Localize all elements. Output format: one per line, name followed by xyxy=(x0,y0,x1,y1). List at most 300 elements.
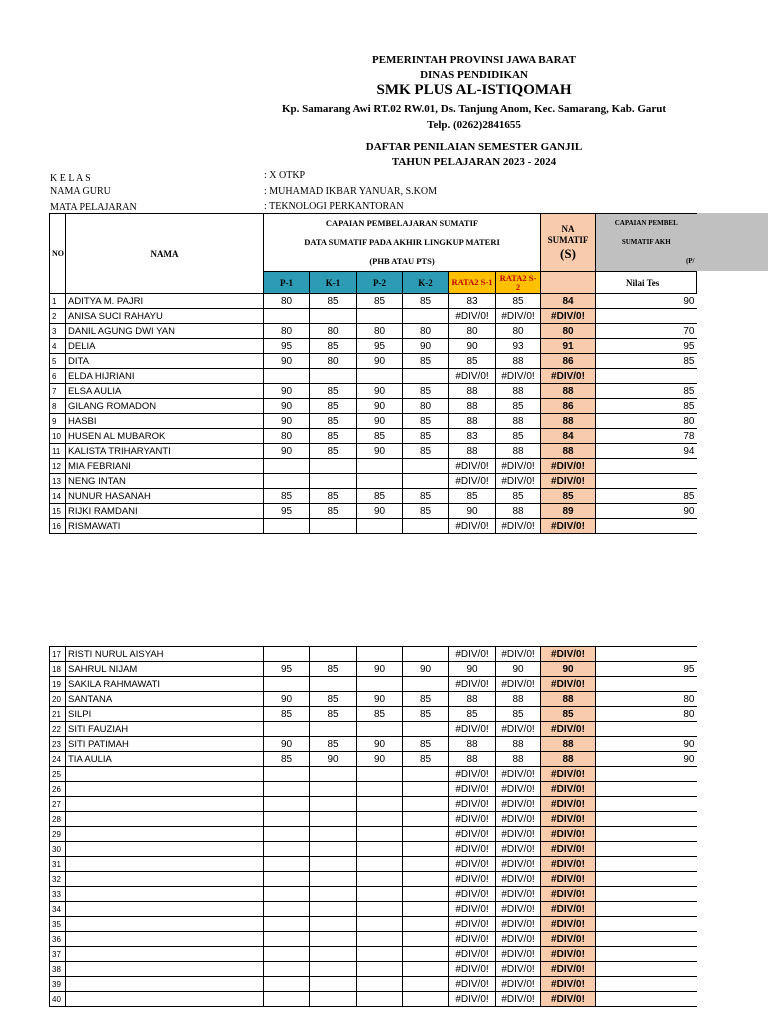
cell-nama: ADITYA M. PAJRI xyxy=(66,294,264,309)
cell-k2: 85 xyxy=(403,294,449,309)
cell-nama: KALISTA TRIHARYANTI xyxy=(66,444,264,459)
cell-rata-s2: 88 xyxy=(496,504,541,519)
cell-na-sumatif: 91 xyxy=(541,339,596,354)
cell-p2 xyxy=(357,812,403,827)
cell-rata-s1: #DIV/0! xyxy=(449,977,496,992)
cell-p2 xyxy=(357,309,403,324)
table-row xyxy=(50,797,697,812)
cell-rata-s2: #DIV/0! xyxy=(496,474,541,489)
cell-nama: RISMAWATI xyxy=(66,519,264,534)
cell-na-sumatif: #DIV/0! xyxy=(541,842,596,857)
cell-rata-s1: #DIV/0! xyxy=(449,857,496,872)
cell-p2 xyxy=(357,782,403,797)
cell-no: 1 xyxy=(50,294,66,309)
cell-k1: 85 xyxy=(310,414,357,429)
cell-p2 xyxy=(357,887,403,902)
table-row xyxy=(50,662,697,677)
table-row xyxy=(50,902,697,917)
group-header-note: (PHB ATAU PTS) xyxy=(264,252,541,272)
cell-k1 xyxy=(310,977,357,992)
col-header-k1: K-1 xyxy=(310,272,357,294)
cell-p1 xyxy=(264,827,310,842)
cell-nilai-tes xyxy=(596,797,697,812)
cell-nama: RIJKI RAMDANI xyxy=(66,504,264,519)
cell-rata-s2: 88 xyxy=(496,752,541,767)
cell-k1 xyxy=(310,902,357,917)
gov-line: PEMERINTAH PROVINSI JAWA BARAT xyxy=(371,54,577,66)
dept-line: DINAS PENDIDIKAN xyxy=(420,69,528,81)
cell-p1: 90 xyxy=(264,692,310,707)
cell-k2 xyxy=(403,827,449,842)
cell-nilai-tes: 94 xyxy=(596,444,697,459)
cell-na-sumatif: 86 xyxy=(541,354,596,369)
cell-rata-s1: #DIV/0! xyxy=(449,309,496,324)
cell-k1 xyxy=(310,842,357,857)
col-header-no: NO xyxy=(50,214,66,294)
cell-na-sumatif: #DIV/0! xyxy=(541,977,596,992)
cell-rata-s2: #DIV/0! xyxy=(496,887,541,902)
cell-k1: 85 xyxy=(310,707,357,722)
cell-no: 9 xyxy=(50,414,66,429)
cell-nilai-tes: 80 xyxy=(596,414,697,429)
cell-na-sumatif: #DIV/0! xyxy=(541,369,596,384)
cell-p2: 90 xyxy=(357,414,403,429)
cell-p2: 80 xyxy=(357,324,403,339)
cell-p2 xyxy=(357,647,403,662)
cell-na-sumatif: #DIV/0! xyxy=(541,647,596,662)
cell-nama xyxy=(66,857,264,872)
cell-rata-s1: #DIV/0! xyxy=(449,902,496,917)
table-row xyxy=(50,692,697,707)
cell-p1 xyxy=(264,782,310,797)
cell-p1: 90 xyxy=(264,384,310,399)
table-row xyxy=(50,812,697,827)
col-header-p2: P-2 xyxy=(357,272,403,294)
cell-p2: 85 xyxy=(357,294,403,309)
cell-nilai-tes xyxy=(596,474,697,489)
cell-na-sumatif: #DIV/0! xyxy=(541,872,596,887)
cell-nilai-tes xyxy=(596,857,697,872)
table-row xyxy=(50,857,697,872)
cell-p2 xyxy=(357,902,403,917)
cell-no: 32 xyxy=(50,872,66,887)
kelas-label: K E L A S xyxy=(50,173,91,184)
cell-p1: 90 xyxy=(264,354,310,369)
cell-na-sumatif: #DIV/0! xyxy=(541,947,596,962)
kelas-value: : X OTKP xyxy=(264,170,306,181)
academic-year: TAHUN PELAJARAN 2023 - 2024 xyxy=(391,156,557,168)
cell-k2 xyxy=(403,474,449,489)
cell-rata-s1: 88 xyxy=(449,384,496,399)
cell-nilai-tes: 95 xyxy=(596,339,697,354)
cell-k1: 85 xyxy=(310,489,357,504)
cell-rata-s1: 90 xyxy=(449,504,496,519)
table-row xyxy=(50,677,697,692)
table-row xyxy=(50,519,697,534)
cell-nilai-tes xyxy=(596,647,697,662)
cell-rata-s1: 90 xyxy=(449,662,496,677)
cell-p1 xyxy=(264,977,310,992)
cell-rata-s1: #DIV/0! xyxy=(449,677,496,692)
cell-nama xyxy=(66,902,264,917)
cell-rata-s2: #DIV/0! xyxy=(496,369,541,384)
cell-rata-s1: #DIV/0! xyxy=(449,842,496,857)
cell-k1 xyxy=(310,782,357,797)
table-row xyxy=(50,324,697,339)
cell-k2: 85 xyxy=(403,504,449,519)
cell-rata-s2: 88 xyxy=(496,384,541,399)
cell-k1 xyxy=(310,827,357,842)
cell-p2 xyxy=(357,767,403,782)
cell-nilai-tes xyxy=(596,309,697,324)
cell-nilai-tes xyxy=(596,947,697,962)
cell-k2 xyxy=(403,887,449,902)
cell-rata-s2: #DIV/0! xyxy=(496,812,541,827)
table-row xyxy=(50,782,697,797)
cell-nama xyxy=(66,962,264,977)
cell-no: 17 xyxy=(50,647,66,662)
cell-nilai-tes xyxy=(596,902,697,917)
cell-k1: 85 xyxy=(310,737,357,752)
cell-rata-s2: #DIV/0! xyxy=(496,977,541,992)
cell-rata-s1: 83 xyxy=(449,294,496,309)
cell-rata-s1: #DIV/0! xyxy=(449,872,496,887)
cell-rata-s2: #DIV/0! xyxy=(496,782,541,797)
grades-table-page1 xyxy=(49,213,697,534)
cell-k1: 85 xyxy=(310,504,357,519)
cell-p1 xyxy=(264,797,310,812)
cell-rata-s1: 85 xyxy=(449,354,496,369)
cell-k2: 85 xyxy=(403,354,449,369)
cell-nama: DITA xyxy=(66,354,264,369)
cell-nilai-tes xyxy=(596,812,697,827)
cell-rata-s2: #DIV/0! xyxy=(496,962,541,977)
cell-nama xyxy=(66,887,264,902)
cell-k2 xyxy=(403,797,449,812)
cell-na-sumatif: #DIV/0! xyxy=(541,459,596,474)
cell-no: 34 xyxy=(50,902,66,917)
cell-na-sumatif: 88 xyxy=(541,444,596,459)
table-row xyxy=(50,354,697,369)
cell-no: 22 xyxy=(50,722,66,737)
cell-nilai-tes xyxy=(596,917,697,932)
guru-value: : MUHAMAD IKBAR YANUAR, S.KOM xyxy=(264,186,437,197)
cell-k2: 90 xyxy=(403,662,449,677)
guru-label: NAMA GURU xyxy=(50,186,111,197)
cell-rata-s2: #DIV/0! xyxy=(496,767,541,782)
cell-rata-s2: #DIV/0! xyxy=(496,857,541,872)
cell-p1: 85 xyxy=(264,752,310,767)
cell-no: 18 xyxy=(50,662,66,677)
cell-p1 xyxy=(264,459,310,474)
cell-nama xyxy=(66,992,264,1007)
cell-p1: 80 xyxy=(264,324,310,339)
cell-nilai-tes xyxy=(596,977,697,992)
cell-rata-s1: #DIV/0! xyxy=(449,722,496,737)
cell-k1 xyxy=(310,459,357,474)
cell-p1 xyxy=(264,947,310,962)
cell-rata-s2: #DIV/0! xyxy=(496,677,541,692)
table-row xyxy=(50,414,697,429)
cell-k2 xyxy=(403,932,449,947)
cell-p1: 95 xyxy=(264,504,310,519)
cell-na-sumatif: 88 xyxy=(541,692,596,707)
table-row xyxy=(50,459,697,474)
cell-rata-s2: #DIV/0! xyxy=(496,797,541,812)
cell-p2 xyxy=(357,947,403,962)
cell-rata-s1: #DIV/0! xyxy=(449,917,496,932)
cell-no: 26 xyxy=(50,782,66,797)
table-row xyxy=(50,737,697,752)
cell-na-sumatif: 88 xyxy=(541,384,596,399)
cell-no: 31 xyxy=(50,857,66,872)
cell-k2 xyxy=(403,677,449,692)
cell-rata-s2: 85 xyxy=(496,399,541,414)
cell-no: 10 xyxy=(50,429,66,444)
cell-nilai-tes xyxy=(596,519,697,534)
cell-p1: 90 xyxy=(264,737,310,752)
cell-rata-s2: #DIV/0! xyxy=(496,459,541,474)
cell-no: 21 xyxy=(50,707,66,722)
cell-na-sumatif: 84 xyxy=(541,429,596,444)
cell-no: 13 xyxy=(50,474,66,489)
cell-k1: 80 xyxy=(310,354,357,369)
cell-nama xyxy=(66,842,264,857)
cell-no: 23 xyxy=(50,737,66,752)
cell-p1 xyxy=(264,309,310,324)
table-row xyxy=(50,767,697,782)
cell-p1 xyxy=(264,902,310,917)
cell-rata-s1: 88 xyxy=(449,752,496,767)
cell-p1: 90 xyxy=(264,444,310,459)
cell-na-sumatif: 89 xyxy=(541,504,596,519)
cell-p1 xyxy=(264,872,310,887)
cell-rata-s2: #DIV/0! xyxy=(496,992,541,1007)
cell-rata-s1: #DIV/0! xyxy=(449,519,496,534)
cell-nama: SITI FAUZIAH xyxy=(66,722,264,737)
table-row xyxy=(50,444,697,459)
cell-rata-s2: #DIV/0! xyxy=(496,902,541,917)
cell-na-sumatif: #DIV/0! xyxy=(541,767,596,782)
cell-nilai-tes xyxy=(596,767,697,782)
cell-rata-s1: #DIV/0! xyxy=(449,992,496,1007)
cell-k2: 85 xyxy=(403,414,449,429)
table-row xyxy=(50,827,697,842)
cell-rata-s1: #DIV/0! xyxy=(449,369,496,384)
cell-k2 xyxy=(403,902,449,917)
cell-k1 xyxy=(310,887,357,902)
na-subheader xyxy=(541,272,596,294)
cell-nilai-tes: 90 xyxy=(596,752,697,767)
cell-no: 28 xyxy=(50,812,66,827)
cell-p2: 85 xyxy=(357,489,403,504)
cell-k2 xyxy=(403,872,449,887)
cell-p2 xyxy=(357,459,403,474)
col-header-p1: P-1 xyxy=(264,272,310,294)
cell-nilai-tes xyxy=(596,369,697,384)
cell-no: 37 xyxy=(50,947,66,962)
cell-rata-s2: 88 xyxy=(496,692,541,707)
cell-no: 3 xyxy=(50,324,66,339)
cell-p1 xyxy=(264,932,310,947)
cell-k2 xyxy=(403,917,449,932)
cell-p2 xyxy=(357,872,403,887)
table-row xyxy=(50,309,697,324)
cell-rata-s2: #DIV/0! xyxy=(496,917,541,932)
cell-nama: SAHRUL NIJAM xyxy=(66,662,264,677)
cell-rata-s1: 90 xyxy=(449,339,496,354)
cell-p2: 90 xyxy=(357,384,403,399)
cell-rata-s2: 88 xyxy=(496,737,541,752)
cell-rata-s1: 80 xyxy=(449,324,496,339)
cell-nilai-tes xyxy=(596,962,697,977)
cell-nilai-tes: 70 xyxy=(596,324,697,339)
cell-no: 27 xyxy=(50,797,66,812)
cell-nama xyxy=(66,917,264,932)
grades-table-page2 xyxy=(49,646,697,1007)
cell-k2 xyxy=(403,309,449,324)
table-row xyxy=(50,872,697,887)
table-row xyxy=(50,722,697,737)
cell-k1 xyxy=(310,647,357,662)
cell-no: 24 xyxy=(50,752,66,767)
cell-k1: 85 xyxy=(310,339,357,354)
cell-no: 14 xyxy=(50,489,66,504)
cell-rata-s2: #DIV/0! xyxy=(496,722,541,737)
cell-p1: 90 xyxy=(264,399,310,414)
table-row xyxy=(50,707,697,722)
cell-p2 xyxy=(357,842,403,857)
cell-rata-s2: 85 xyxy=(496,707,541,722)
cell-rata-s1: 85 xyxy=(449,707,496,722)
cell-p2 xyxy=(357,827,403,842)
cell-nama: DELIA xyxy=(66,339,264,354)
cell-rata-s2: 88 xyxy=(496,354,541,369)
cell-rata-s2: #DIV/0! xyxy=(496,947,541,962)
cell-k2 xyxy=(403,977,449,992)
cell-nilai-tes: 80 xyxy=(596,692,697,707)
table-row xyxy=(50,947,697,962)
cell-rata-s2: #DIV/0! xyxy=(496,932,541,947)
cell-p2 xyxy=(357,519,403,534)
cell-k2 xyxy=(403,647,449,662)
cell-nama: SITI PATIMAH xyxy=(66,737,264,752)
cell-p1: 85 xyxy=(264,489,310,504)
cell-k2: 85 xyxy=(403,692,449,707)
cell-p1: 85 xyxy=(264,707,310,722)
cell-no: 4 xyxy=(50,339,66,354)
cell-k1 xyxy=(310,932,357,947)
cell-k1 xyxy=(310,872,357,887)
cell-nilai-tes: 78 xyxy=(596,429,697,444)
cell-nilai-tes: 95 xyxy=(596,662,697,677)
cell-rata-s1: #DIV/0! xyxy=(449,459,496,474)
col-header-k2: K-2 xyxy=(403,272,449,294)
cell-k2: 85 xyxy=(403,489,449,504)
cell-nilai-tes: 85 xyxy=(596,354,697,369)
cell-no: 8 xyxy=(50,399,66,414)
cell-rata-s2: 85 xyxy=(496,489,541,504)
cell-no: 16 xyxy=(50,519,66,534)
cell-rata-s1: #DIV/0! xyxy=(449,887,496,902)
cell-k2: 85 xyxy=(403,752,449,767)
cell-k1: 85 xyxy=(310,399,357,414)
cell-rata-s2: 80 xyxy=(496,324,541,339)
cell-p2: 85 xyxy=(357,429,403,444)
table-row xyxy=(50,752,697,767)
cell-nama: RISTI NURUL AISYAH xyxy=(66,647,264,662)
right-group-subtitle: SUMATIF AKH xyxy=(596,233,697,252)
cell-k1 xyxy=(310,677,357,692)
cell-na-sumatif: #DIV/0! xyxy=(541,782,596,797)
cell-rata-s1: #DIV/0! xyxy=(449,812,496,827)
cell-p2: 95 xyxy=(357,339,403,354)
cell-k1: 85 xyxy=(310,692,357,707)
cell-nama: GILANG ROMADON xyxy=(66,399,264,414)
cell-p2: 90 xyxy=(357,354,403,369)
cell-k2 xyxy=(403,767,449,782)
cell-na-sumatif: #DIV/0! xyxy=(541,677,596,692)
cell-rata-s2: #DIV/0! xyxy=(496,842,541,857)
cell-nama xyxy=(66,977,264,992)
cell-p2 xyxy=(357,369,403,384)
cell-nama xyxy=(66,782,264,797)
cell-nilai-tes: 80 xyxy=(596,707,697,722)
cell-p1 xyxy=(264,857,310,872)
cell-k2 xyxy=(403,782,449,797)
cell-p2: 90 xyxy=(357,752,403,767)
cell-no: 2 xyxy=(50,309,66,324)
col-header-rata-s2: RATA2 S-2 xyxy=(496,272,541,294)
col-header-nilai-tes: Nilai Tes xyxy=(596,272,697,294)
cell-na-sumatif: 88 xyxy=(541,737,596,752)
cell-k2 xyxy=(403,722,449,737)
table-row xyxy=(50,962,697,977)
cell-p2 xyxy=(357,932,403,947)
cell-rata-s1: #DIV/0! xyxy=(449,797,496,812)
cell-nama: HUSEN AL MUBAROK xyxy=(66,429,264,444)
cell-na-sumatif: #DIV/0! xyxy=(541,827,596,842)
cell-p1 xyxy=(264,767,310,782)
cell-k2: 85 xyxy=(403,429,449,444)
cell-k1 xyxy=(310,992,357,1007)
cell-p1 xyxy=(264,887,310,902)
cell-k1: 85 xyxy=(310,294,357,309)
cell-p2 xyxy=(357,857,403,872)
cell-no: 20 xyxy=(50,692,66,707)
cell-na-sumatif: 80 xyxy=(541,324,596,339)
cell-nama: MIA FEBRIANI xyxy=(66,459,264,474)
cell-nilai-tes xyxy=(596,887,697,902)
cell-nilai-tes xyxy=(596,677,697,692)
cell-p1: 80 xyxy=(264,294,310,309)
cell-rata-s2: #DIV/0! xyxy=(496,647,541,662)
table-row xyxy=(50,842,697,857)
cell-rata-s1: 88 xyxy=(449,444,496,459)
cell-rata-s2: 85 xyxy=(496,294,541,309)
cell-nilai-tes: 90 xyxy=(596,504,697,519)
cell-na-sumatif: #DIV/0! xyxy=(541,902,596,917)
cell-k2 xyxy=(403,857,449,872)
cell-rata-s1: 88 xyxy=(449,692,496,707)
cell-nama xyxy=(66,797,264,812)
cell-rata-s2: 85 xyxy=(496,429,541,444)
cell-na-sumatif: #DIV/0! xyxy=(541,857,596,872)
cell-rata-s1: #DIV/0! xyxy=(449,962,496,977)
cell-no: 38 xyxy=(50,962,66,977)
cell-nilai-tes xyxy=(596,842,697,857)
cell-k2 xyxy=(403,519,449,534)
